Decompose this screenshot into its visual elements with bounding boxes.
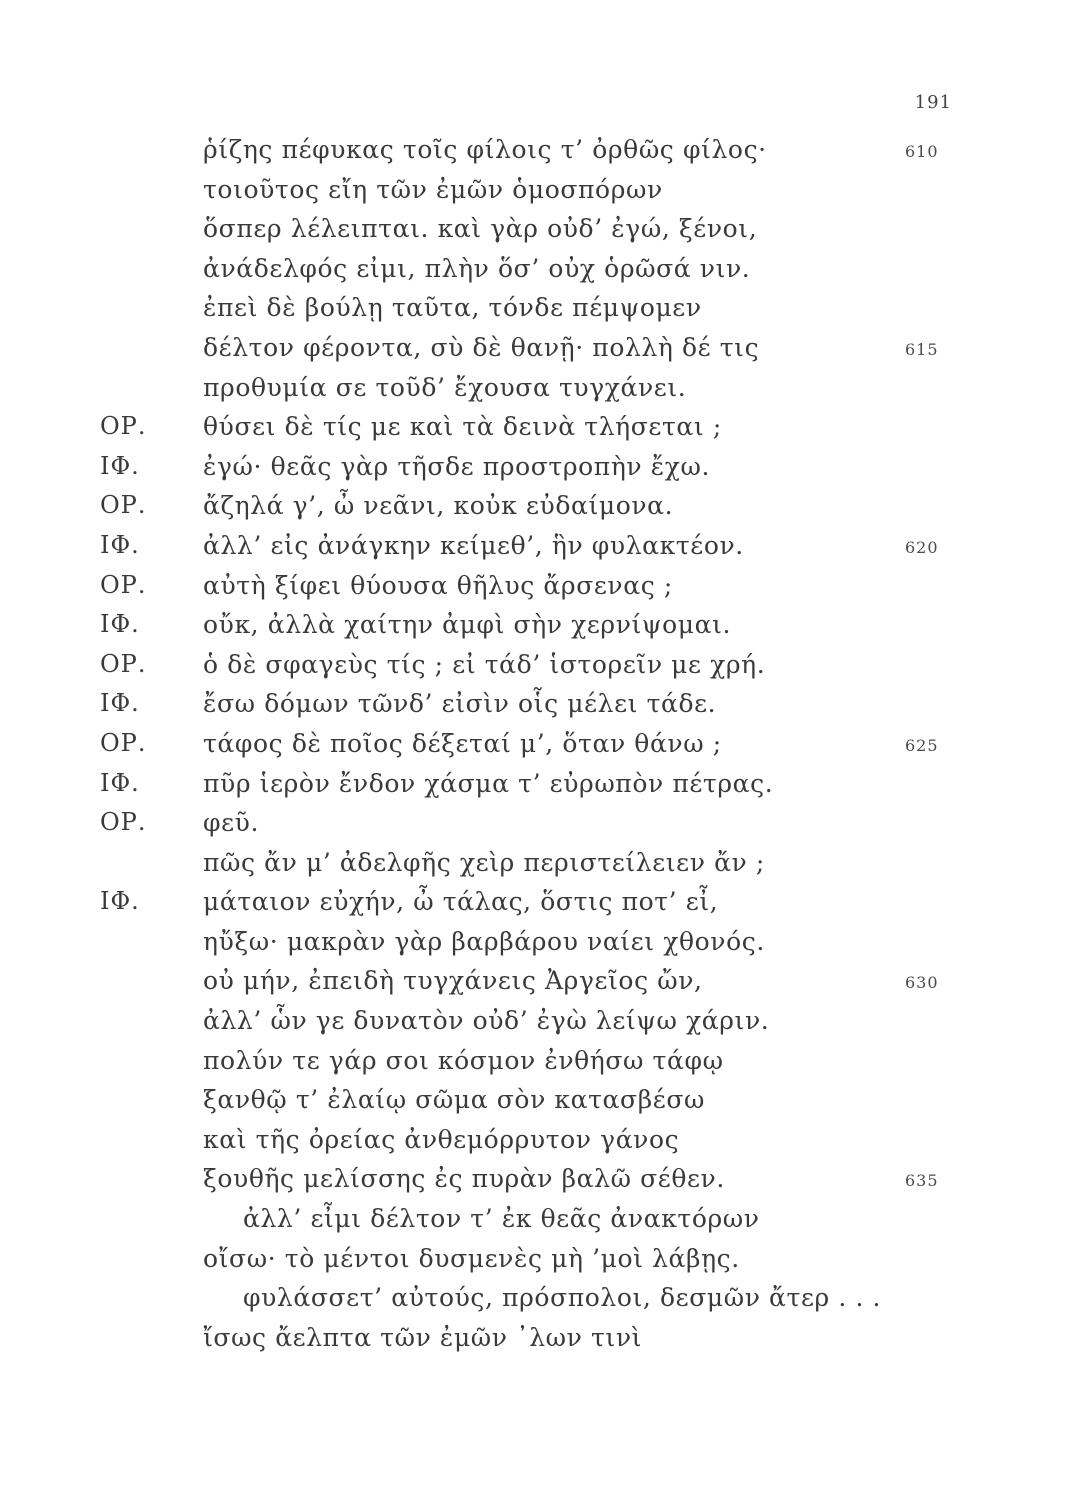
verse-text-line: ἄζηλά γ’, ὦ νεᾶνι, κοὐκ εὐδαίμονα. <box>203 491 674 521</box>
speaker-label: ΟΡ. <box>100 491 147 520</box>
verse-text-line: ὁ δὲ σφαγεὺς τίς ; εἰ τάδ’ ἱστορεῖν με χρή. <box>203 649 766 679</box>
speaker-label: ΙΦ. <box>100 610 140 639</box>
speaker-label: ΙΦ. <box>100 887 140 916</box>
verse-line <box>0 1080 1072 1120</box>
verse-text-line: προθυμία σε τοῦδ’ ἔχουσα τυγχάνει. <box>203 372 687 402</box>
speaker-label: ΙΦ. <box>100 530 140 559</box>
verse-text-line: φεῦ. <box>203 808 260 838</box>
verse-text-line: ῥίζης πέφυκας τοῖς φίλοις τ’ ὀρθῶς φίλος· <box>203 135 767 164</box>
speaker-label: ΟΡ. <box>100 649 147 678</box>
verse-line <box>0 447 1072 487</box>
verse-line <box>0 288 1072 328</box>
line-number: 615 <box>905 339 939 359</box>
verse-text <box>0 130 1072 1357</box>
verse-text-line: ξουθῆς μελίσσης ἐς πυρὰν βαλῶ σέθεν. <box>203 1164 725 1194</box>
verse-line <box>0 1318 1072 1358</box>
verse-line <box>0 1001 1072 1041</box>
verse-text-line: οἴσω· τὸ μέντοι δυσμενὲς μὴ ’μοὶ λάβῃς. <box>203 1243 740 1273</box>
verse-line <box>0 724 1072 764</box>
line-number: 610 <box>905 142 939 161</box>
verse-text-line: ηὔξω· μακρὰν γὰρ βαρβάρου ναίει χθονός. <box>203 926 765 956</box>
verse-line <box>0 961 1072 1001</box>
verse-text-line: οὔκ, ἀλλὰ χαίτην ἀμφὶ σὴν χερνίψομαι. <box>203 610 732 640</box>
verse-text-line: ἀλλ’ ὧν γε δυνατὸν οὐδ’ ἐγὼ λείψω χάριν. <box>203 1006 770 1036</box>
verse-line <box>0 1278 1072 1318</box>
line-number: 630 <box>905 973 939 993</box>
verse-text-line: μάταιον εὐχήν, ὦ τάλας, ὅστις ποτ’ εἶ, <box>203 887 719 917</box>
speaker-label: ΟΡ. <box>100 570 147 599</box>
verse-text-line: ξανθῷ τ’ ἐλαίῳ σῶμα σὸν κατασβέσω <box>203 1085 705 1115</box>
verse-text-line: ἐγώ· θεᾶς γὰρ τῆσδε προστροπὴν ἔχω. <box>203 451 711 481</box>
verse-text-line: δέλτον φέροντα, σὺ δὲ θανῇ· πολλὴ δέ τις <box>203 332 760 362</box>
speaker-label: ΙΦ. <box>100 768 140 797</box>
verse-line <box>0 684 1072 724</box>
verse-text-line: πῶς ἄν μ’ ἀδελφῆς χεὶρ περιστείλειεν ἄν ; <box>203 847 765 877</box>
verse-line <box>0 130 1072 170</box>
verse-line <box>0 803 1072 843</box>
verse-text-line: ἔσω δόμων τῶνδ’ εἰσὶν οἷς μέλει τάδε. <box>203 689 717 719</box>
verse-text-line: πολύν τε γάρ σοι κόσμον ἐνθήσω τάφῳ <box>203 1045 724 1075</box>
verse-line <box>0 1239 1072 1279</box>
verse-text-line: τοιοῦτος εἴη τῶν ἐμῶν ὁμοσπόρων <box>203 174 663 204</box>
verse-line <box>0 922 1072 962</box>
verse-text-line: καὶ τῆς ὀρείας ἀνθεμόρρυτον γάνος <box>203 1124 680 1154</box>
verse-line <box>0 843 1072 883</box>
line-number: 635 <box>905 1171 939 1191</box>
verse-line <box>0 170 1072 210</box>
verse-text-line: θύσει δὲ τίς με καὶ τὰ δεινὰ τλήσεται ; <box>203 412 722 442</box>
speaker-label: ΟΡ. <box>100 728 147 757</box>
verse-line <box>0 1120 1072 1160</box>
verse-text-line: πῦρ ἱερὸν ἔνδον χάσμα τ’ εὐρωπὸν πέτρας. <box>203 768 774 798</box>
verse-text-line: ἀνάδελφός εἰμι, πλὴν ὅσ’ οὐχ ὁρῶσά νιν. <box>203 253 751 283</box>
verse-text-line: φυλάσσετ’ αὐτούς, πρόσπολοι, δεσμῶν ἄτερ . . . <box>243 1283 882 1313</box>
verse-line <box>0 1199 1072 1239</box>
line-number: 625 <box>905 735 939 755</box>
verse-line <box>0 328 1072 368</box>
verse-text-line: τάφος δὲ ποῖος δέξεταί μ’, ὅταν θάνω ; <box>203 728 722 758</box>
verse-line <box>0 368 1072 408</box>
line-number: 620 <box>905 537 939 557</box>
verse-text-line: ἀλλ’ εἰς ἀνάγκην κείμεθ’, ἣν φυλακτέον. <box>203 530 744 560</box>
speaker-label: ΟΡ. <box>100 412 147 441</box>
verse-line <box>0 605 1072 645</box>
speaker-label: ΟΡ. <box>100 808 147 837</box>
verse-line <box>0 486 1072 526</box>
verse-text-line: ἀλλ’ εἶμι δέλτον τ’ ἐκ θεᾶς ἀνακτόρων <box>243 1204 760 1234</box>
verse-line <box>0 407 1072 447</box>
verse-line <box>0 645 1072 685</box>
speaker-label: ΙΦ. <box>100 451 140 480</box>
verse-line <box>0 526 1072 566</box>
verse-line <box>0 1041 1072 1081</box>
verse-text-line: ἴσως ἄελπτα τῶν ἐμῶν ᾽λων τινὶ <box>203 1322 643 1352</box>
verse-text-line: ὅσπερ λέλειπται. καὶ γὰρ οὐδ’ ἐγώ, ξένοι, <box>203 214 758 244</box>
verse-line <box>0 566 1072 606</box>
page-number: 191 <box>914 92 952 113</box>
verse-line <box>0 1159 1072 1199</box>
speaker-label: ΙΦ. <box>100 689 140 718</box>
verse-text-line: ἐπεὶ δὲ βούλῃ ταῦτα, τόνδε πέμψομεν <box>203 293 702 323</box>
verse-line <box>0 882 1072 922</box>
verse-text-line: αὐτὴ ξίφει θύουσα θῆλυς ἄρσενας ; <box>203 570 673 600</box>
verse-line <box>0 249 1072 289</box>
verse-line <box>0 764 1072 804</box>
verse-line <box>0 209 1072 249</box>
verse-text-line: οὐ μήν, ἐπειδὴ τυγχάνεις Ἀργεῖος ὤν, <box>203 966 703 996</box>
